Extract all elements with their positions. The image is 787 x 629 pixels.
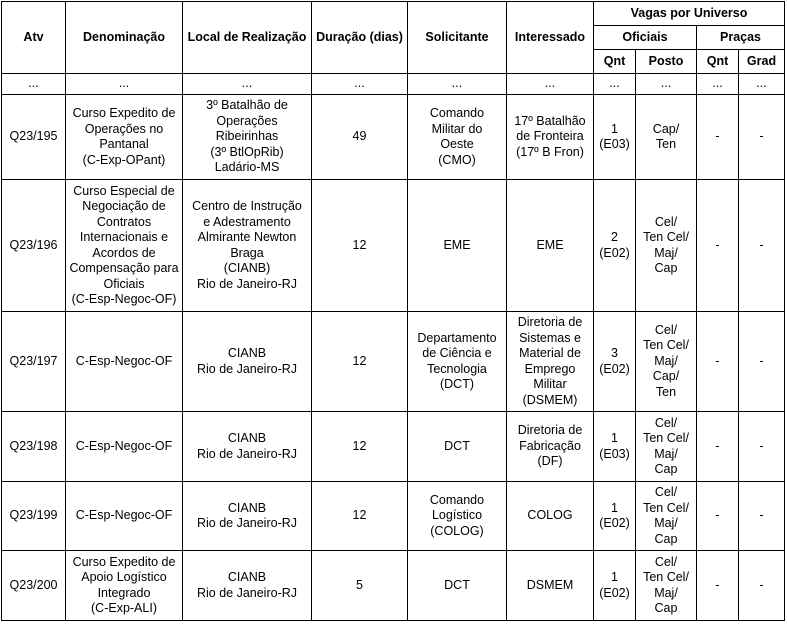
cell-local: CIANB Rio de Janeiro-RJ bbox=[183, 551, 312, 621]
ellipsis-row bbox=[2, 74, 785, 95]
cell-qnt-of: 3 (E02) bbox=[594, 312, 636, 412]
col-header-interessado: Interessado bbox=[507, 2, 594, 74]
cell-posto: Cel/ Ten Cel/ Maj/ Cap bbox=[636, 180, 697, 312]
table-row bbox=[2, 180, 785, 312]
cell-atv: Q23/200 bbox=[2, 551, 66, 621]
ellipsis-cell: ... bbox=[183, 74, 312, 95]
cell-duracao: 12 bbox=[312, 412, 408, 482]
col-header-oficiais: Oficiais bbox=[594, 26, 697, 50]
col-header-solicitante: Solicitante bbox=[408, 2, 507, 74]
cell-solicitante: DCT bbox=[408, 551, 507, 621]
cell-interessado: COLOG bbox=[507, 482, 594, 551]
cell-interessado: Diretoria de Fabricação (DF) bbox=[507, 412, 594, 482]
header-row-1 bbox=[2, 2, 785, 26]
col-header-pracas: Praças bbox=[697, 26, 785, 50]
cell-solicitante: DCT bbox=[408, 412, 507, 482]
cell-qnt-pr: - bbox=[697, 412, 739, 482]
ellipsis-cell: ... bbox=[312, 74, 408, 95]
cell-interessado: Diretoria de Sistemas e Material de Emprego Militar (DSMEM) bbox=[507, 312, 594, 412]
cell-qnt-pr: - bbox=[697, 551, 739, 621]
cell-denominacao: C-Esp-Negoc-OF bbox=[66, 412, 183, 482]
cell-atv: Q23/198 bbox=[2, 412, 66, 482]
cell-local: Centro de Instrução e Adestramento Almirante Newton Braga (CIANB) Rio de Janeiro-RJ bbox=[183, 180, 312, 312]
cell-qnt-of: 1 (E03) bbox=[594, 412, 636, 482]
cell-local: CIANB Rio de Janeiro-RJ bbox=[183, 312, 312, 412]
cell-qnt-of: 1 (E03) bbox=[594, 95, 636, 180]
cell-atv: Q23/195 bbox=[2, 95, 66, 180]
cell-grad: - bbox=[739, 312, 785, 412]
ellipsis-cell: ... bbox=[594, 74, 636, 95]
cell-duracao: 5 bbox=[312, 551, 408, 621]
table-body bbox=[2, 95, 785, 621]
cell-grad: - bbox=[739, 180, 785, 312]
cell-grad: - bbox=[739, 551, 785, 621]
cell-qnt-of: 1 (E02) bbox=[594, 482, 636, 551]
col-header-atv: Atv bbox=[2, 2, 66, 74]
cell-local: CIANB Rio de Janeiro-RJ bbox=[183, 412, 312, 482]
table-row bbox=[2, 95, 785, 180]
col-header-posto: Posto bbox=[636, 50, 697, 74]
col-header-qnt-pracas: Qnt bbox=[697, 50, 739, 74]
cell-interessado: DSMEM bbox=[507, 551, 594, 621]
table-row bbox=[2, 312, 785, 412]
cell-qnt-pr: - bbox=[697, 312, 739, 412]
cell-denominacao: C-Esp-Negoc-OF bbox=[66, 482, 183, 551]
col-header-qnt-oficiais: Qnt bbox=[594, 50, 636, 74]
cell-grad: - bbox=[739, 95, 785, 180]
cell-denominacao: Curso Expedito de Apoio Logístico Integrado (C-Exp-ALI) bbox=[66, 551, 183, 621]
ellipsis-cell: ... bbox=[739, 74, 785, 95]
cell-posto: Cap/ Ten bbox=[636, 95, 697, 180]
cell-atv: Q23/199 bbox=[2, 482, 66, 551]
cell-posto: Cel/ Ten Cel/ Maj/ Cap/ Ten bbox=[636, 312, 697, 412]
col-header-grad: Grad bbox=[739, 50, 785, 74]
cell-duracao: 49 bbox=[312, 95, 408, 180]
cell-solicitante: EME bbox=[408, 180, 507, 312]
cell-interessado: 17º Batalhão de Fronteira (17º B Fron) bbox=[507, 95, 594, 180]
cell-local: 3º Batalhão de Operações Ribeirinhas (3º BtlOpRib) Ladário-MS bbox=[183, 95, 312, 180]
col-header-vagas: Vagas por Universo bbox=[594, 2, 785, 26]
cell-grad: - bbox=[739, 482, 785, 551]
cell-duracao: 12 bbox=[312, 482, 408, 551]
table-row bbox=[2, 482, 785, 551]
cell-denominacao: Curso Especial de Negociação de Contratos Internacionais e Acordos de Compensação para Oficiais (C-Esp-Negoc-OF) bbox=[66, 180, 183, 312]
cell-qnt-pr: - bbox=[697, 180, 739, 312]
ellipsis-cell: ... bbox=[507, 74, 594, 95]
cell-posto: Cel/ Ten Cel/ Maj/ Cap bbox=[636, 551, 697, 621]
ellipsis-cell: ... bbox=[636, 74, 697, 95]
cell-denominacao: C-Esp-Negoc-OF bbox=[66, 312, 183, 412]
cell-solicitante: Departamento de Ciência e Tecnologia (DCT) bbox=[408, 312, 507, 412]
ellipsis-cell: ... bbox=[2, 74, 66, 95]
cell-solicitante: Comando Logístico (COLOG) bbox=[408, 482, 507, 551]
cell-qnt-pr: - bbox=[697, 95, 739, 180]
cell-atv: Q23/197 bbox=[2, 312, 66, 412]
cell-grad: - bbox=[739, 412, 785, 482]
table-row bbox=[2, 551, 785, 621]
col-header-local: Local de Realização bbox=[183, 2, 312, 74]
ellipsis-cell: ... bbox=[66, 74, 183, 95]
col-header-duracao: Duração (dias) bbox=[312, 2, 408, 74]
ellipsis-cell: ... bbox=[697, 74, 739, 95]
col-header-denominacao: Denominação bbox=[66, 2, 183, 74]
cell-duracao: 12 bbox=[312, 180, 408, 312]
ellipsis-cell: ... bbox=[408, 74, 507, 95]
vacancies-table bbox=[1, 1, 785, 621]
cell-local: CIANB Rio de Janeiro-RJ bbox=[183, 482, 312, 551]
cell-qnt-of: 1 (E02) bbox=[594, 551, 636, 621]
cell-posto: Cel/ Ten Cel/ Maj/ Cap bbox=[636, 412, 697, 482]
cell-denominacao: Curso Expedito de Operações no Pantanal (C-Exp-OPant) bbox=[66, 95, 183, 180]
cell-interessado: EME bbox=[507, 180, 594, 312]
cell-qnt-of: 2 (E02) bbox=[594, 180, 636, 312]
cell-posto: Cel/ Ten Cel/ Maj/ Cap bbox=[636, 482, 697, 551]
cell-solicitante: Comando Militar do Oeste (CMO) bbox=[408, 95, 507, 180]
cell-qnt-pr: - bbox=[697, 482, 739, 551]
table-row bbox=[2, 412, 785, 482]
cell-atv: Q23/196 bbox=[2, 180, 66, 312]
cell-duracao: 12 bbox=[312, 312, 408, 412]
